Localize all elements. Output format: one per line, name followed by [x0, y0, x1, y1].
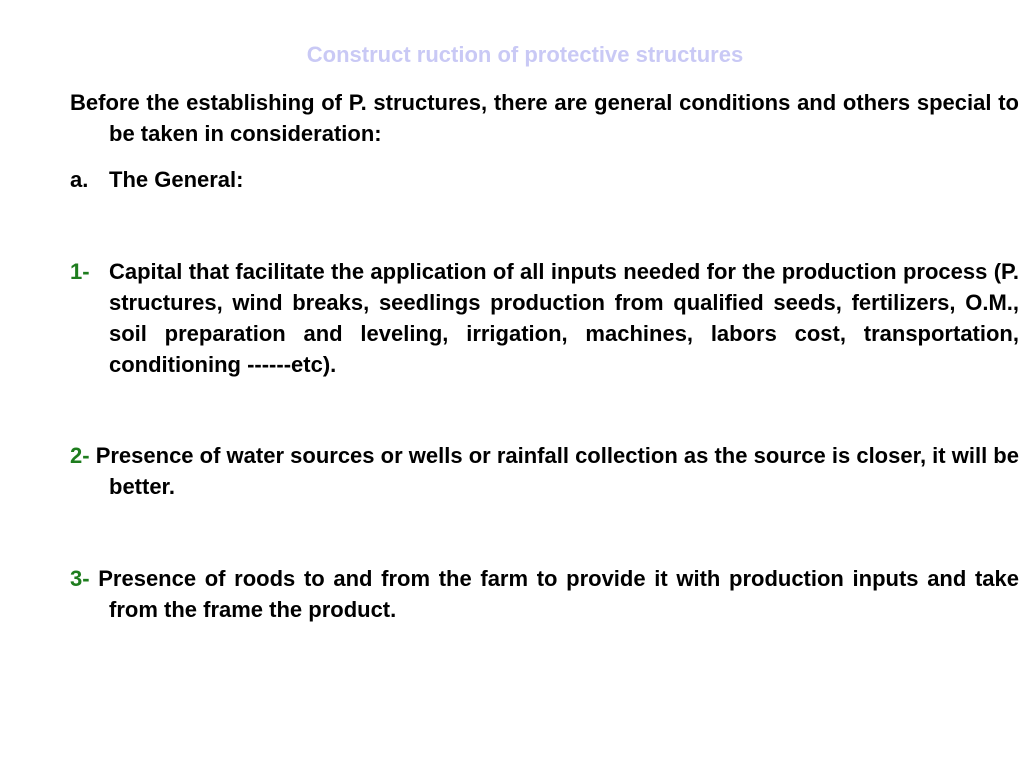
intro-paragraph: Before the establishing of P. structures, there are general conditions and others special to be taken in consideration: [70, 90, 1019, 146]
list-item-1 [70, 256, 1019, 380]
list-item-3-number: 3- [70, 566, 90, 591]
section-a-heading [70, 164, 1019, 195]
section-a-label: The General: [109, 167, 244, 192]
list-item-2-text: Presence of water sources or wells or rainfall collection as the source is closer, it will be better. [95, 443, 1019, 499]
list-item-2 [70, 440, 1019, 502]
slide-title: Construct ruction of protective structures [306, 42, 744, 67]
list-item-1-number: 1- [70, 259, 90, 284]
list-item-3 [70, 563, 1019, 625]
list-item-3-text: Presence of roods to and from the farm to provide it with production inputs and take from the frame the product. [98, 566, 1019, 622]
list-item-2-number: 2- [70, 443, 90, 468]
section-a-marker: a. [70, 167, 89, 192]
list-item-1-text: Capital that facilitate the application of all inputs needed for the production process (P. structures, wind breaks, seedlings production from qualified seeds, fertilizers, O.M., soil preparation and leveling, irrigation, machines, labors cost, transportation, conditioning ------etc). [109, 259, 1019, 377]
